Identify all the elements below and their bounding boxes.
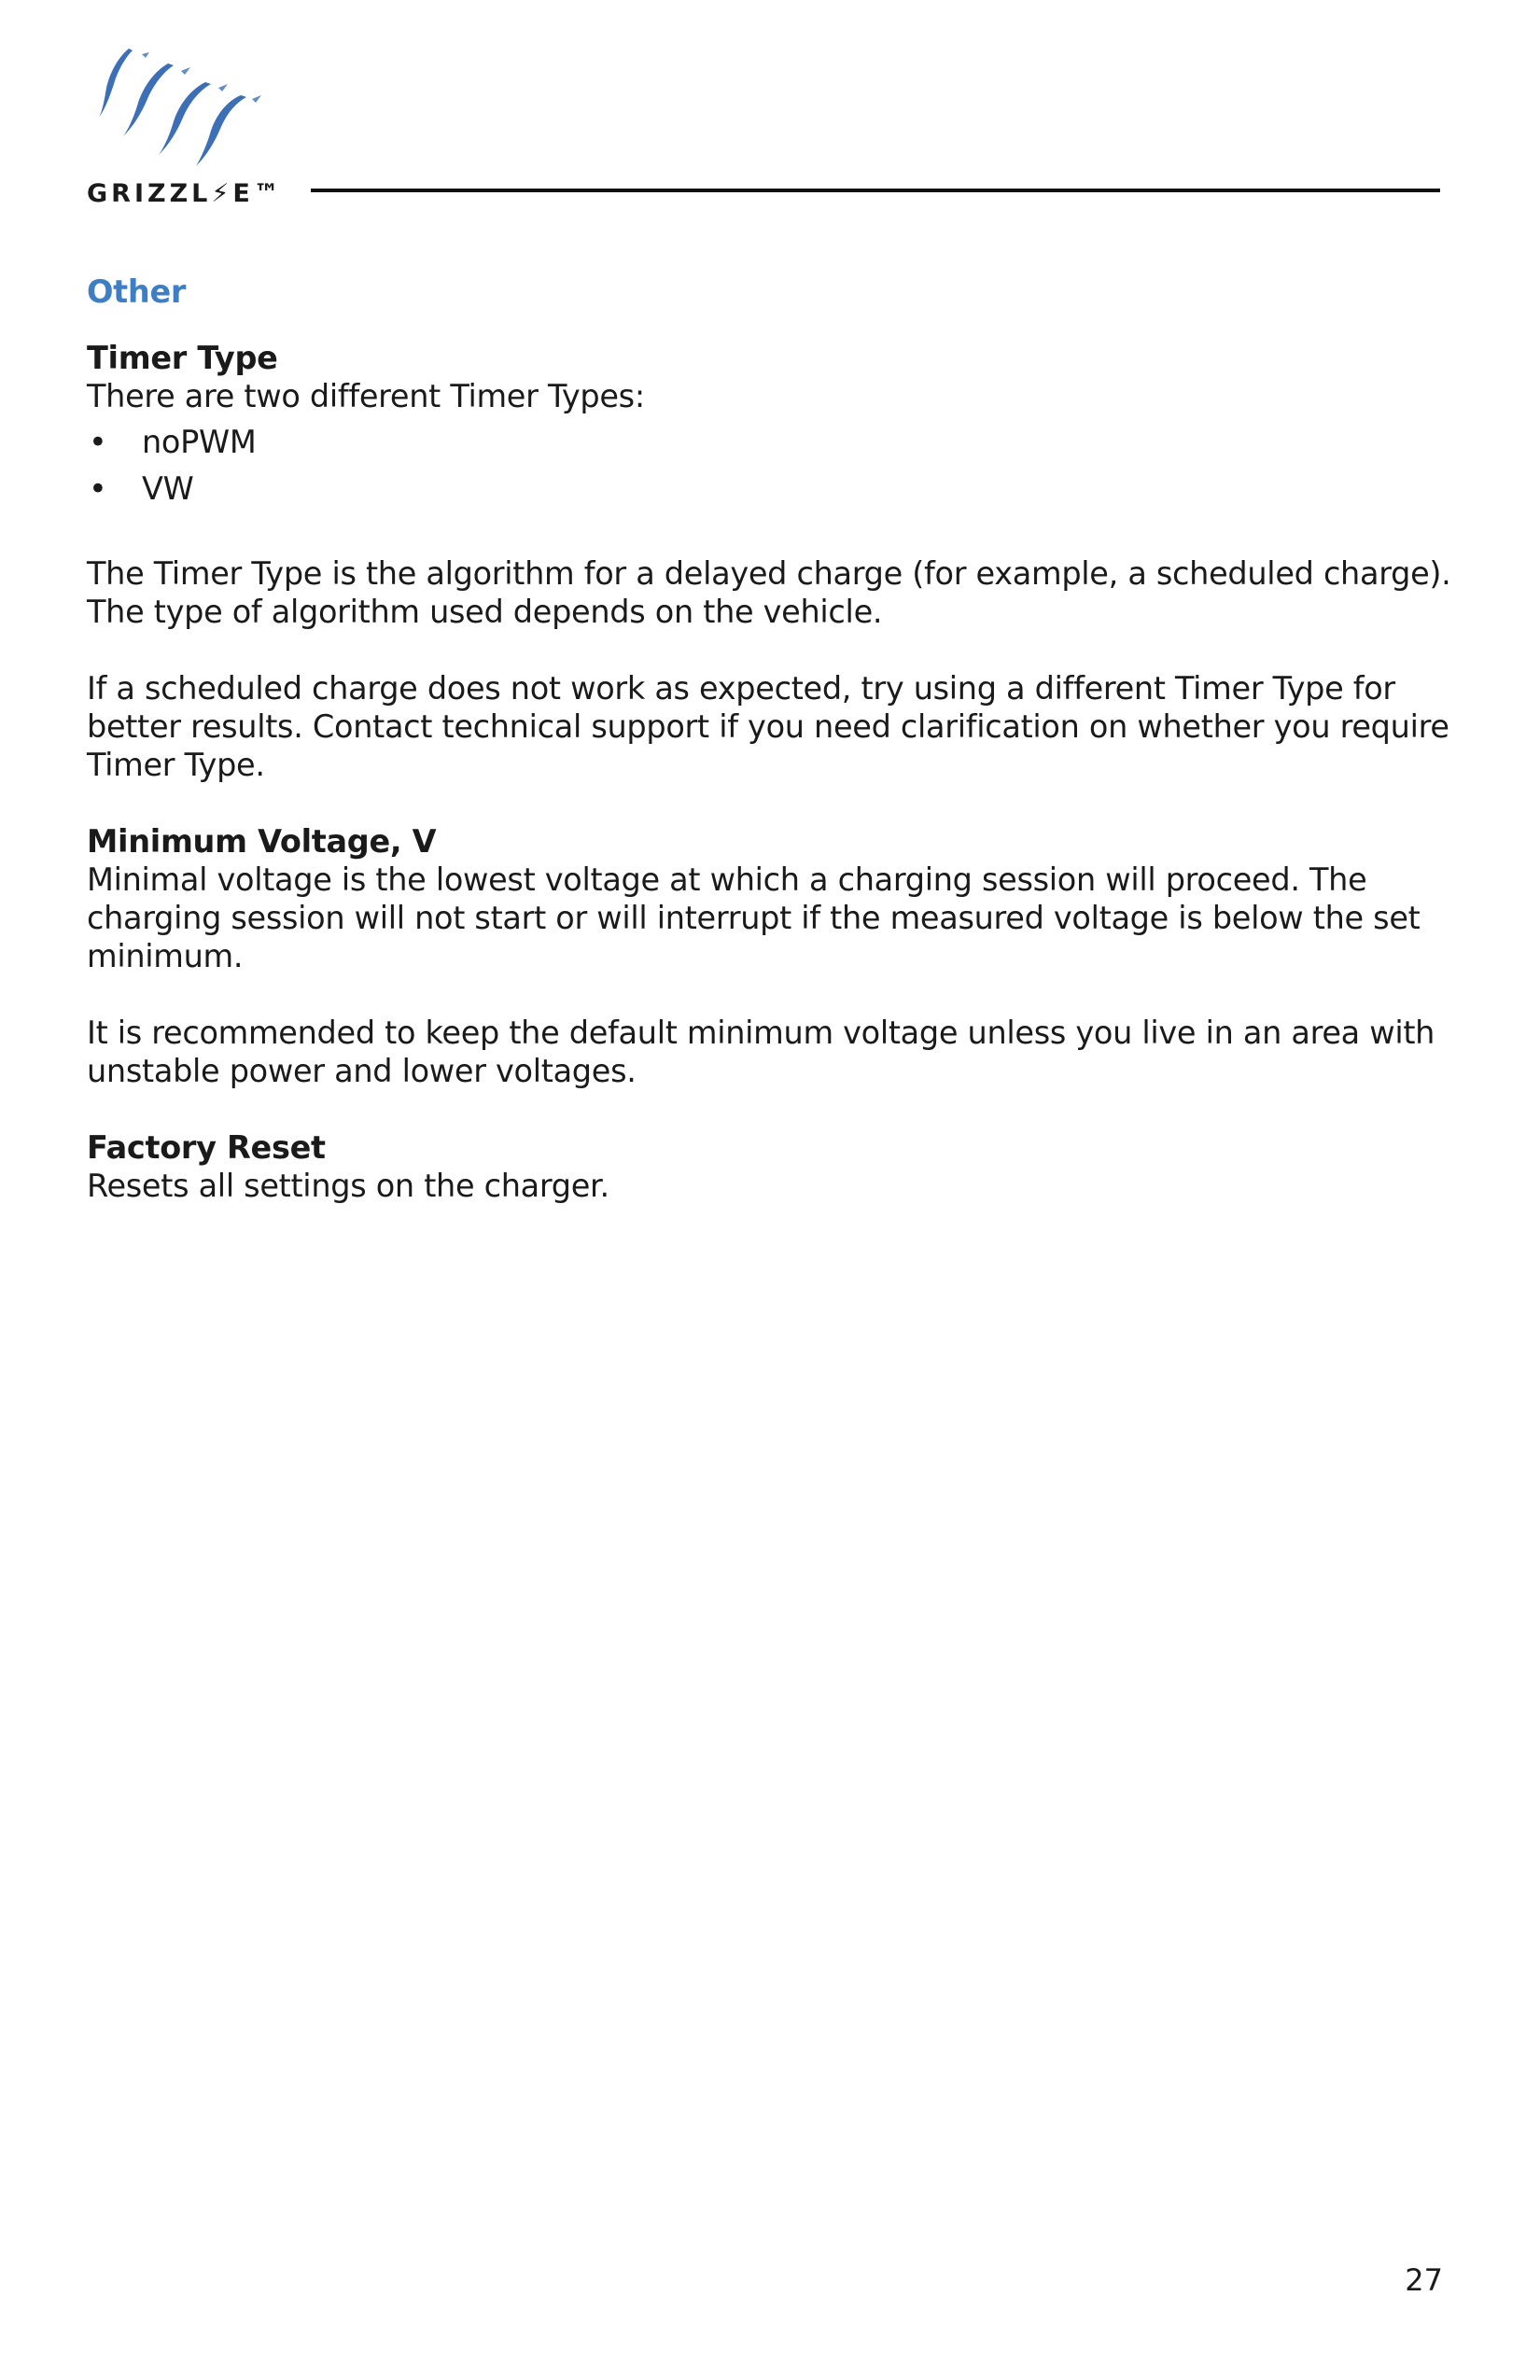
- claw-marks-icon: [84, 47, 299, 177]
- min-voltage-paragraph-2: It is recommended to keep the default minimum voltage unless you live in an area with unstable power and lower voltages.: [87, 1015, 1435, 1089]
- document-body: [87, 273, 1459, 1205]
- timer-type-paragraph-1: The Timer Type is the algorithm for a delayed charge (for example, a scheduled charge). The type of algorithm used depends on the vehicle.: [87, 555, 1451, 630]
- header-divider: [311, 189, 1440, 192]
- brand-logo: [84, 47, 299, 215]
- factory-reset-text: Resets all settings on the charger.: [87, 1168, 609, 1204]
- list-item: [87, 423, 1459, 461]
- list-item-label: noPWM: [142, 424, 257, 460]
- page-number: 27: [1405, 2262, 1443, 2298]
- section-title: Other: [87, 273, 187, 310]
- timer-type-intro: There are two different Timer Types:: [87, 378, 645, 414]
- timer-type-heading: Timer Type: [87, 340, 278, 376]
- min-voltage-paragraph-1: Minimal voltage is the lowest voltage at which a charging session will proceed. The charging session will not start or will interrupt if the measured voltage is below the set minimum.: [87, 861, 1421, 974]
- bullet-icon: •: [89, 470, 107, 507]
- min-voltage-heading: Minimum Voltage, V: [87, 823, 437, 860]
- list-item-label: VW: [142, 470, 194, 507]
- bullet-icon: •: [89, 424, 107, 460]
- timer-type-list: [87, 423, 1459, 508]
- list-item: [87, 469, 1459, 508]
- factory-reset-heading: Factory Reset: [87, 1129, 326, 1166]
- brand-wordmark: GRIZZL⚡E™: [87, 179, 283, 208]
- timer-type-paragraph-2: If a scheduled charge does not work as expected, try using a different Timer Type for better results. Contact technical support if you need clarification on whether you require Timer Type.: [87, 670, 1449, 783]
